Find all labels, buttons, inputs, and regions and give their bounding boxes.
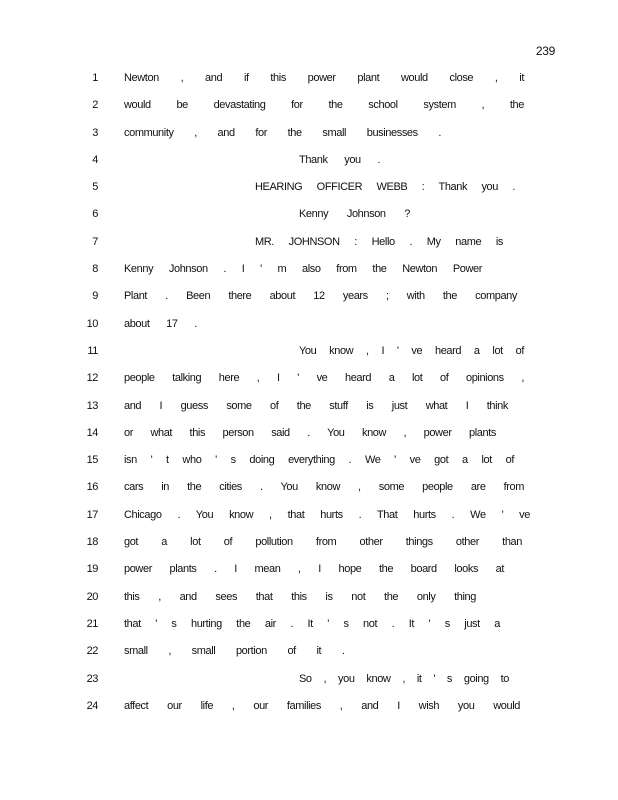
transcript-line (0, 341, 618, 368)
line-text: and I guess some of the stuff is just what I think (124, 399, 508, 412)
line-number: 1 (92, 72, 98, 84)
line-number: 2 (92, 99, 98, 112)
line-text: You know , I ' ve heard a lot of (299, 344, 524, 357)
line-text: Plant . Been there about 12 years ; with the company (124, 290, 517, 303)
line-number: 3 (92, 126, 98, 139)
line-text: that ' s hurting the air . It ' s not . It ' s just a (124, 617, 500, 630)
transcript-line (0, 450, 618, 477)
line-text: got a lot of pollution from other things other than (124, 536, 522, 549)
transcript-line (0, 286, 618, 313)
line-number: 8 (92, 263, 98, 276)
line-number: 15 (86, 454, 98, 467)
line-number: 5 (92, 181, 98, 194)
transcript-line (0, 204, 618, 231)
transcript-line (0, 150, 618, 177)
line-text: about 17 . (124, 317, 197, 330)
line-number: 21 (86, 617, 98, 630)
transcript-line (0, 368, 618, 395)
line-number: 17 (86, 508, 98, 521)
line-text: power plants . I mean , I hope the board looks at (124, 563, 504, 576)
transcript-body (0, 68, 618, 723)
transcript-line (0, 423, 618, 450)
transcript-line (0, 95, 618, 122)
line-text: small , small portion of it . (124, 645, 345, 658)
line-text: people talking here , I ' ve heard a lot of opinions , (124, 372, 524, 385)
transcript-line (0, 396, 618, 423)
line-number: 11 (87, 344, 98, 357)
line-text: So , you know , it ' s going to (299, 672, 509, 685)
line-text: would be devastating for the school system , the (124, 99, 524, 112)
transcript-line (0, 505, 618, 532)
line-number: 12 (86, 372, 98, 385)
line-number: 4 (92, 153, 98, 166)
line-number: 9 (92, 290, 98, 303)
line-number: 14 (86, 426, 98, 439)
page-number: 239 (535, 44, 555, 58)
line-text: Thank you . (299, 153, 381, 166)
line-number: 16 (86, 481, 98, 494)
transcript-line (0, 614, 618, 641)
line-number: 10 (86, 317, 98, 330)
line-text: MR. JOHNSON : Hello . My name is (255, 235, 503, 248)
transcript-line (0, 477, 618, 504)
transcript-line (0, 68, 618, 95)
transcript-line (0, 259, 618, 286)
transcript-line (0, 641, 618, 668)
line-text: community , and for the small businesses . (124, 126, 442, 139)
line-number: 18 (86, 536, 98, 549)
transcript-line (0, 559, 618, 586)
line-number: 23 (86, 672, 98, 685)
line-text: isn ' t who ' s doing everything . We ' ve got a lot of (124, 454, 514, 467)
line-text: Kenny Johnson ? (299, 208, 411, 221)
transcript-line (0, 696, 618, 723)
transcript-line (0, 669, 618, 696)
line-text: HEARING OFFICER WEBB : Thank you . (255, 181, 515, 194)
line-text: this , and sees that this is not the only thing (124, 590, 476, 603)
transcript-line (0, 123, 618, 150)
line-number: 19 (86, 563, 98, 576)
transcript-line (0, 177, 618, 204)
line-text: Kenny Johnson . I ' m also from the Newton Power (124, 263, 482, 276)
transcript-line (0, 587, 618, 614)
line-number: 13 (86, 399, 98, 412)
line-number: 7 (92, 235, 98, 248)
line-number: 22 (86, 645, 98, 658)
transcript-line (0, 532, 618, 559)
line-number: 6 (92, 208, 98, 221)
line-text: Chicago . You know , that hurts . That hurts . We ' ve (124, 508, 530, 521)
transcript-line (0, 314, 618, 341)
line-number: 20 (86, 590, 98, 603)
line-text: affect our life , our families , and I wish you would (124, 699, 520, 712)
line-number: 24 (86, 699, 98, 712)
line-text: cars in the cities . You know , some people are from (124, 481, 524, 494)
transcript-line (0, 232, 618, 259)
line-text: or what this person said . You know , power plants (124, 426, 496, 439)
line-text: Newton , and if this power plant would close , it (124, 72, 524, 84)
